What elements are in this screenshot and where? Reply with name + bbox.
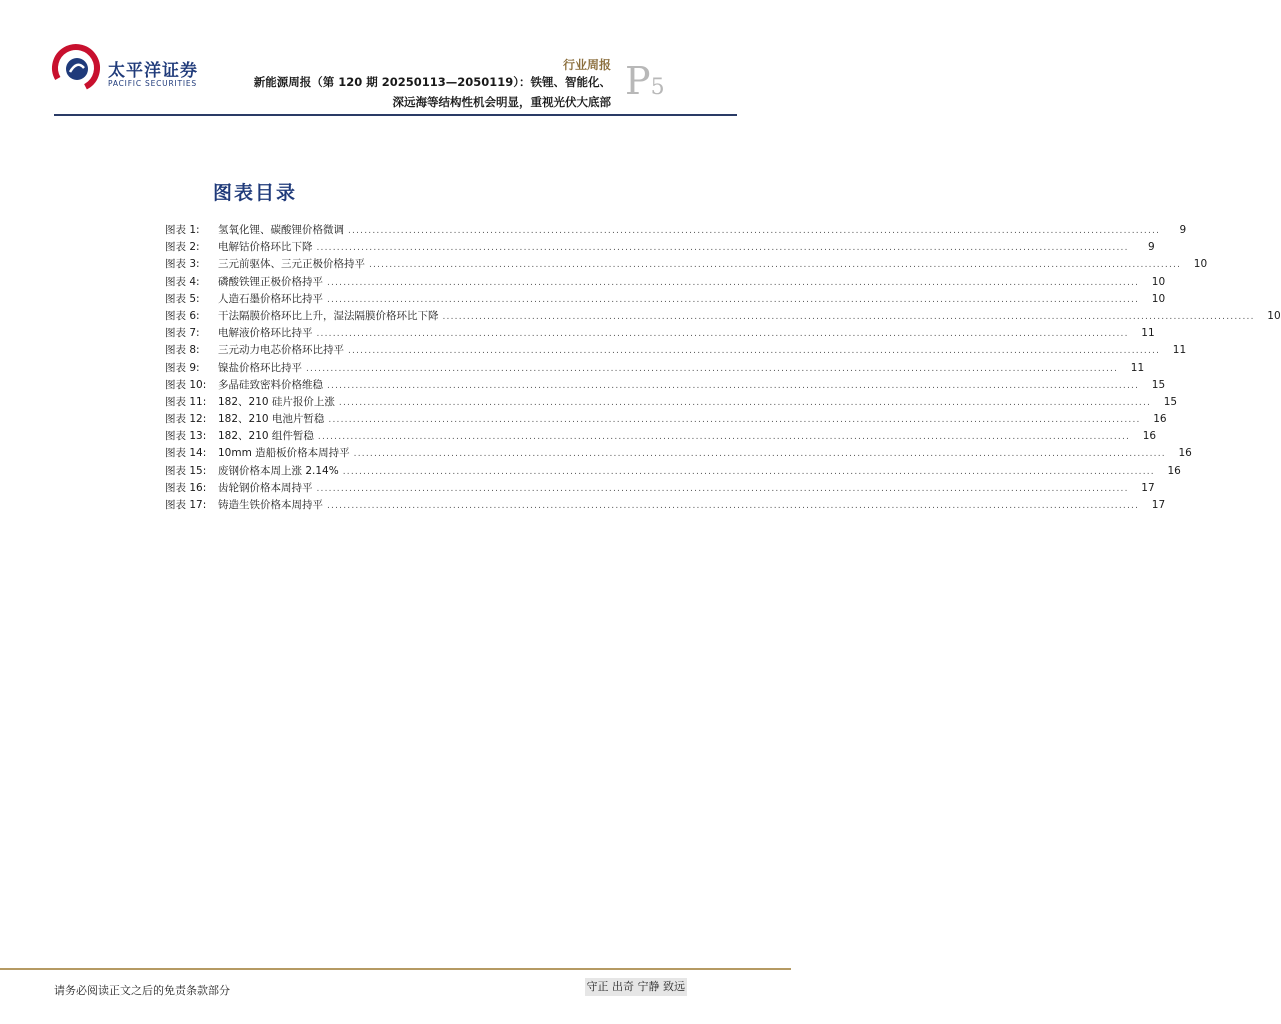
toc-entry-title: 电解液价格环比持平	[218, 327, 313, 340]
toc-entry-label: 图表 2:	[165, 241, 200, 254]
toc-entry-title: 三元前驱体、三元正极价格持平	[218, 258, 365, 271]
toc-heading: 图表目录	[213, 182, 298, 204]
toc-entry[interactable]	[165, 222, 1187, 239]
toc-entry[interactable]	[165, 497, 1166, 514]
logo-english-name: PACIFIC SECURITIES	[108, 79, 197, 88]
toc-entry[interactable]	[165, 394, 1178, 411]
toc-entry-leader: ........................................................................................................................................................................................................	[317, 432, 1131, 443]
toc-entry[interactable]	[165, 445, 1192, 462]
toc-entry-label: 图表 16:	[165, 481, 207, 494]
toc-entry-page: 11	[1141, 327, 1155, 340]
toc-entry-leader: ........................................................................................................................................................................................................	[327, 294, 1140, 305]
toc-entry-leader: ........................................................................................................................................................................................................	[348, 226, 1161, 236]
toc-entry[interactable]	[165, 239, 1155, 256]
toc-entry-page: 16	[1142, 430, 1157, 443]
toc-entry-leader: ........................................................................................................................................................................................................	[316, 243, 1129, 254]
toc-entry-title: 多晶硅致密料价格维稳	[218, 378, 323, 391]
toc-entry-page: 10	[1267, 309, 1281, 322]
toc-entry-title: 镍盐价格环比持平	[218, 361, 302, 374]
toc-entry-label: 图表 8:	[165, 344, 200, 357]
toc-entry-title: 氢氧化锂、碳酸锂价格微调	[218, 224, 344, 236]
company-logo	[50, 42, 210, 94]
toc-entry-page: 17	[1151, 499, 1166, 511]
toc-entry-page: 10	[1193, 258, 1208, 271]
toc-entry-page: 11	[1172, 344, 1187, 357]
report-title-line-2: 深远海等结构性机会明显，重视光伏大底部	[392, 95, 611, 109]
toc-entry-leader: ........................................................................................................................................................................................................	[369, 260, 1182, 271]
toc-list	[165, 222, 1281, 514]
toc-entry[interactable]	[165, 342, 1187, 359]
toc-entry-leader: ........................................................................................................................................................................................................	[353, 449, 1166, 460]
toc-entry[interactable]	[165, 325, 1155, 342]
toc-entry-page: 9	[1179, 224, 1187, 236]
toc-entry[interactable]	[165, 463, 1181, 480]
toc-entry-title: 182、210 硅片报价上涨	[218, 395, 335, 408]
toc-entry-title: 10mm 造船板价格本周持平	[218, 447, 350, 460]
toc-entry-label: 图表 6:	[165, 309, 200, 322]
toc-entry-title: 废钢价格本周上涨 2.14%	[218, 464, 339, 477]
logo-chinese-name: 太平洋证券	[108, 61, 198, 81]
toc-entry[interactable]	[165, 291, 1166, 308]
report-title-line-1: 新能源周报（第 120 期 20250113—2050119）：铁锂、智能化、	[253, 75, 611, 89]
toc-entry-title: 齿轮钢价格本周持平	[218, 481, 313, 494]
toc-entry-leader: ........................................................................................................................................................................................................	[348, 346, 1161, 357]
toc-entry[interactable]	[165, 256, 1208, 273]
toc-entry[interactable]	[165, 377, 1166, 394]
toc-entry-leader: ........................................................................................................................................................................................................	[442, 311, 1255, 322]
toc-entry-title: 干法隔膜价格环比上升，湿法隔膜价格环比下降	[218, 309, 439, 322]
toc-entry[interactable]	[165, 308, 1281, 325]
header-divider	[54, 114, 737, 116]
toc-entry-page: 10	[1151, 292, 1166, 305]
toc-entry-page: 9	[1147, 241, 1155, 254]
toc-entry-leader: ........................................................................................................................................................................................................	[316, 329, 1129, 340]
toc-entry-label: 图表 15:	[165, 464, 207, 477]
toc-entry-label: 图表 5:	[165, 292, 200, 305]
toc-entry-leader: ........................................................................................................................................................................................................	[342, 466, 1155, 477]
toc-entry-label: 图表 4:	[165, 275, 200, 288]
toc-entry[interactable]	[165, 480, 1155, 497]
toc-entry-label: 图表 12:	[165, 413, 207, 426]
toc-entry-leader: ........................................................................................................................................................................................................	[338, 397, 1152, 408]
page-number-value: 5	[650, 75, 665, 100]
toc-entry-label: 图表 7:	[165, 327, 200, 340]
toc-entry-label: 图表 10:	[165, 378, 207, 391]
toc-entry-title: 182、210 组件暂稳	[218, 430, 314, 443]
report-title	[215, 72, 611, 112]
toc-entry-leader: ........................................................................................................................................................................................................	[327, 380, 1140, 391]
toc-entry-page: 16	[1153, 413, 1167, 426]
toc-entry[interactable]	[165, 411, 1167, 428]
toc-entry-title: 三元动力电芯价格环比持平	[218, 344, 344, 357]
toc-entry[interactable]	[165, 274, 1166, 291]
toc-entry-label: 图表 13:	[165, 430, 207, 443]
toc-entry-leader: ........................................................................................................................................................................................................	[316, 483, 1129, 494]
toc-entry-page: 16	[1167, 464, 1181, 477]
toc-entry-leader: ........................................................................................................................................................................................................	[327, 277, 1140, 288]
toc-entry-label: 图表 14:	[165, 447, 207, 460]
toc-entry-page: 15	[1151, 378, 1166, 391]
report-type: 行业周报	[562, 58, 611, 72]
toc-entry-page: 15	[1163, 395, 1178, 408]
page-number-letter: P	[625, 59, 651, 103]
toc-entry[interactable]	[165, 360, 1145, 377]
toc-entry-page: 11	[1130, 361, 1145, 374]
pacific-securities-logo-icon	[50, 42, 102, 94]
footer-motto: 守正 出奇 宁静 致远	[585, 978, 688, 996]
toc-entry-page: 10	[1151, 275, 1166, 288]
toc-entry-label: 图表 9:	[165, 361, 200, 374]
toc-entry-leader: ........................................................................................................................................................................................................	[306, 363, 1119, 374]
footer-disclaimer: 请务必阅读正文之后的免责条款部分	[54, 984, 230, 997]
page-number	[625, 59, 665, 107]
toc-entry-title: 电解钴价格环比下降	[218, 241, 313, 254]
toc-entry-title: 磷酸铁锂正极价格持平	[218, 275, 323, 288]
toc-entry-page: 16	[1178, 447, 1192, 460]
toc-entry-title: 铸造生铁价格本周持平	[218, 499, 323, 511]
toc-entry-label: 图表 17:	[165, 499, 207, 511]
toc-entry-title: 人造石墨价格环比持平	[218, 292, 323, 305]
toc-entry-leader: ........................................................................................................................................................................................................	[328, 415, 1141, 426]
toc-entry-label: 图表 11:	[165, 395, 207, 408]
footer-divider	[0, 968, 791, 970]
toc-entry-leader: ........................................................................................................................................................................................................	[327, 501, 1140, 511]
toc-entry-label: 图表 3:	[165, 258, 200, 271]
toc-entry-label: 图表 1:	[165, 224, 200, 236]
toc-entry[interactable]	[165, 428, 1157, 445]
toc-entry-title: 182、210 电池片暂稳	[218, 413, 325, 426]
toc-entry-page: 17	[1141, 481, 1155, 494]
